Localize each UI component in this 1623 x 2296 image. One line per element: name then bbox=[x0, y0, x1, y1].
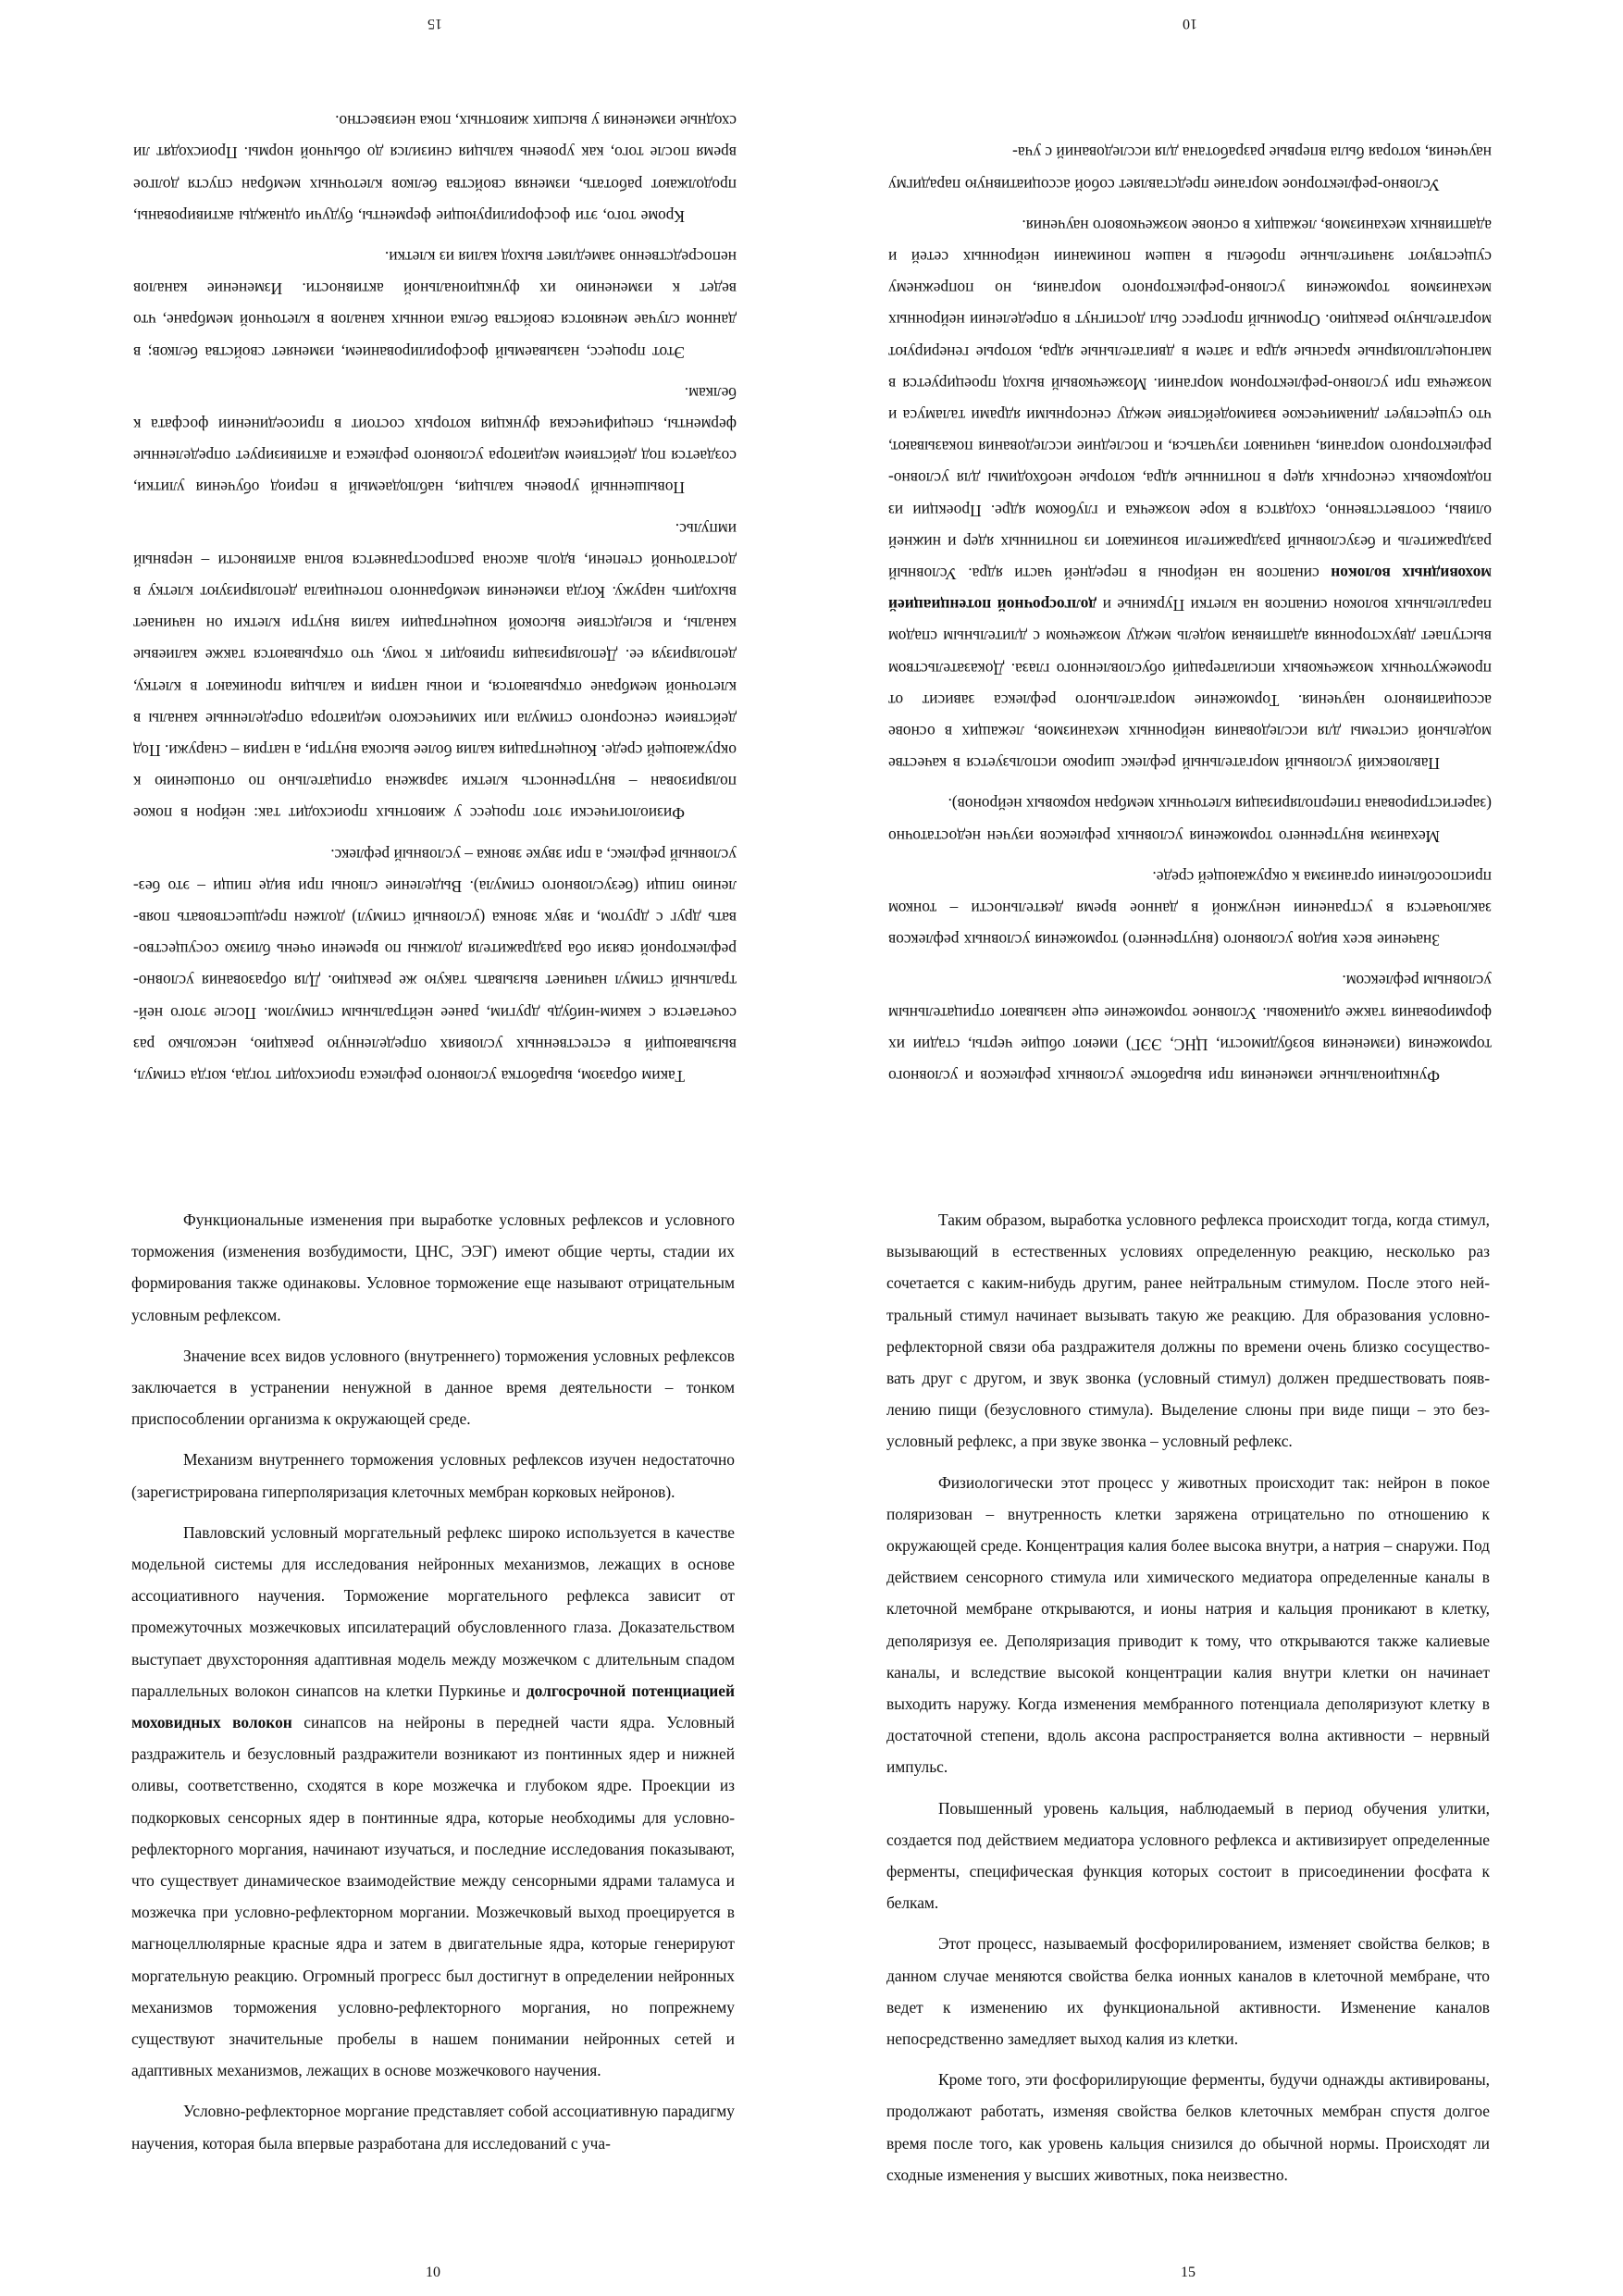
paragraph: Функциональные изменения при выработке условных рефлексов и условного торможения (изменения возбудимости, ЦНС, ЭЭГ) имеют общие черты, стадии их формирования также одинаковы. Условное торможение еще называют отрицательным условным рефлексом. bbox=[131, 1210, 735, 1324]
page-10-text bbox=[888, 137, 1492, 1092]
paragraph: Физиологически этот процесс у животных происходит так: нейрон в покое поляризован – внутренность клетки заряжена отрицательно по отношению к окружающей среде. Концентрация калия более высока внутри, а натрия – снаружи. Под действием сенсорного стимула или химического медиатора определенные каналы в клеточной мембране открываются, и ионы натрия и кальция проникают в клетку, деполяризуя ее. Деполяризация приводит к тому, что открываются также калиевые каналы, и вследствие высокой концентрации калия внутри клетки он начинает выходить наружу. Когда изменения мембранного потенциала деполяризуют клетку в достаточной степени, вдоль аксона распространяется волна активности – нервный импульс. bbox=[133, 519, 737, 824]
page-number: 10 bbox=[426, 2265, 440, 2280]
bold-term: долгосрочной потенциацией моховидных волокон bbox=[888, 564, 1492, 615]
paragraph: Условно-рефлекторное моргание представляет собой ассоциативную парадигму научения, которая была впервые разработана для исследований с уча- bbox=[131, 2102, 735, 2153]
paragraph: Значение всех видов условного (внутреннего) торможения условных рефлексов заключается в устранении ненужной в данное время деятельности – тонком приспособлении организма к окружающей среде. bbox=[888, 867, 1492, 950]
upright-spread bbox=[0, 1148, 1623, 2296]
paragraph: Этот процесс, называемый фосфорилированием, изменяет свойства белков; в данном случае меняются свойства белка ионных каналов в клеточной мембране, что ведет к изменению их функциональной активности. Изменение каналов непосредственно замедляет выход калия из клетки. bbox=[133, 247, 737, 362]
paragraph: Повышенный уровень кальция, наблюдаемый в период обучения улитки, создается под действием медиатора условного рефлекса и активизирует определенные ферменты, специфическая функция которых состоит в присоединении фосфата к белкам. bbox=[886, 1798, 1490, 1913]
paragraph: Механизм внутреннего торможения условных рефлексов изучен недостаточно (зарегистрирована гиперполяризация клеточных мембран корковых нейронов). bbox=[131, 1450, 735, 1501]
bold-term: долгосрочной потенциацией моховидных волокон bbox=[131, 1681, 735, 1732]
paragraph: Условно-рефлекторное моргание представляет собой ассоциативную парадигму научения, которая была впервые разработана для исследований с уча- bbox=[888, 143, 1492, 194]
page-10 bbox=[131, 1204, 735, 2280]
page-10-rotated bbox=[888, 16, 1492, 1092]
page-15 bbox=[886, 1204, 1490, 2280]
page-number: 15 bbox=[427, 16, 442, 31]
paragraph: Кроме того, эти фосфорилирующие ферменты, будучи однажды активированы, продолжают работать, изменяя свойства белков клеточных мембран спустя долгое время после того, как уровень кальция снизился до обычной нормы. Происходят ли сходные изменения у высших животных, пока неизвестно. bbox=[886, 2070, 1490, 2184]
paragraph: Функциональные изменения при выработке условных рефлексов и условного торможения (изменения возбудимости, ЦНС, ЭЭГ) имеют общие черты, стадии их формирования также одинаковы. Условное торможение еще называют отрицательным условным рефлексом. bbox=[888, 972, 1492, 1086]
paragraph: Павловский условный моргательный рефлекс широко используется в качестве модельной системы для исследования нейронных механизмов, лежащих в основе ассоциативного научения. Торможение моргательного рефлекса зависит от промежуточных мозжечковых ипсилатераций обусловленного глаза. Доказательством выступает двухсторонняя адаптивная модель между мозжечком с длительным спадом параллельных волокон синапсов на клетки Пуркинье и долгосрочной потенциацией моховидных волокон синапсов на нейроны в передней части ядра. Условный раздражитель и безусловный раздражители возникают из понтинных ядер и нижней оливы, соответственно, сходятся в коре мозжечка и глубоком ядре. Проекции из подкорковых сенсорных ядер в понтинные ядра, которые необходимы для условно-рефлекторного моргания, начинают изучаться, и последние исследования показывают, что существует динамическое взаимодействие между сенсорными ядрами таламуса и мозжечка при условно-рефлекторном моргании. Мозжечковый выход проецируется в магноцеллюлярные красные ядра и затем в двигательные ядра, которые генерируют моргательную реакцию. Огромный прогресс был достигнут в определении нейронных механизмов торможения условно-рефлекторного моргания, но попрежнему существуют значительные пробелы в нашем понимании нейронных сетей и адаптивных механизмов, лежащих в основе мозжечкового научения. bbox=[888, 216, 1492, 774]
paragraph: Кроме того, эти фосфорилирующие ферменты, будучи однажды активированы, продолжают работать, изменяя свойства белков клеточных мембран спустя долгое время после того, как уровень кальция снизился до обычной нормы. Происходят ли сходные изменения у высших животных, пока неизвестно. bbox=[133, 112, 737, 226]
paragraph: Повышенный уровень кальция, наблюдаемый в период обучения улитки, создается под действием медиатора условного рефлекса и активизирует определенные ферменты, специфическая функция которых состоит в присоединении фосфата к белкам. bbox=[133, 383, 737, 498]
paragraph: Физиологически этот процесс у животных происходит так: нейрон в покое поляризован – внутренность клетки заряжена отрицательно по отношению к окружающей среде. Концентрация калия более высока внутри, а натрия – снаружи. Под действием сенсорного стимула или химического медиатора определенные каналы в клеточной мембране открываются, и ионы натрия и кальция проникают в клетку, деполяризуя ее. Деполяризация приводит к тому, что открываются также калиевые каналы, и вследствие высокой концентрации калия внутри клетки он начинает выходить наружу. Когда изменения мембранного потенциала деполяризуют клетку в достаточной степени, вдоль аксона распространяется волна активности – нервный импульс. bbox=[886, 1472, 1490, 1777]
paragraph: Механизм внутреннего торможения условных рефлексов изучен недостаточно (зарегистрирована гиперполяризация клеточных мембран корковых нейронов). bbox=[888, 795, 1492, 846]
page-10-text bbox=[131, 1204, 735, 2159]
paragraph: Этот процесс, называемый фосфорилированием, изменяет свойства белков; в данном случае меняются свойства белка ионных каналов в клеточной мембране, что ведет к изменению их функциональной активности. Изменение каналов непосредственно замедляет выход калия из клетки. bbox=[886, 1934, 1490, 2049]
paragraph: Таким образом, выработка условного рефлекса происходит тогда, когда стимул, вызывающий в естественных условиях определенную реакцию, несколько раз сочетается с каким-нибудь другим, ранее нейтральным стимулом. После этого нейтральный стимул начинает вызывать такую же реакцию. Для образования условнорефлекторной связи оба раздражителя должны по времени очень близко сосуществовать друг с другом, и звук звонка (условный стимул) должен предшествовать появлению пищи (безусловного стимула). Выделение слюны при виде пищи – это безусловный рефлекс, а при звуке звонка – условный рефлекс. bbox=[133, 845, 737, 1086]
page-15-text bbox=[886, 1204, 1490, 2191]
paragraph: Значение всех видов условного (внутреннего) торможения условных рефлексов заключается в устранении ненужной в данное время деятельности – тонком приспособлении организма к окружающей среде. bbox=[131, 1346, 735, 1429]
page-number: 10 bbox=[1183, 16, 1197, 31]
paragraph: Таким образом, выработка условного рефлекса происходит тогда, когда стимул, вызывающий в естественных условиях определенную реакцию, несколько раз сочетается с каким-нибудь другим, ранее нейтральным стимулом. После этого нейтральный стимул начинает вызывать такую же реакцию. Для образования условнорефлекторной связи оба раздражителя должны по времени очень близко сосуществовать друг с другом, и звук звонка (условный стимул) должен предшествовать появлению пищи (безусловного стимула). Выделение слюны при виде пищи – это безусловный рефлекс, а при звуке звонка – условный рефлекс. bbox=[886, 1210, 1490, 1451]
paragraph: Павловский условный моргательный рефлекс широко используется в качестве модельной системы для исследования нейронных механизмов, лежащих в основе ассоциативного научения. Торможение моргательного рефлекса зависит от промежуточных мозжечковых ипсилатераций обусловленного глаза. Доказательством выступает двухсторонняя адаптивная модель между мозжечком с длительным спадом параллельных волокон синапсов на клетки Пуркинье и долгосрочной потенциацией моховидных волокон синапсов на нейроны в передней части ядра. Условный раздражитель и безусловный раздражители возникают из понтинных ядер и нижней оливы, соответственно, сходятся в коре мозжечка и глубоком ядре. Проекции из подкорковых сенсорных ядер в понтинные ядра, которые необходимы для условно-рефлекторного моргания, начинают изучаться, и последние исследования показывают, что существует динамическое взаимодействие между сенсорными ядрами таламуса и мозжечка при условно-рефлекторном моргании. Мозжечковый выход проецируется в магноцеллюлярные красные ядра и затем в двигательные ядра, которые генерируют моргательную реакцию. Огромный прогресс был достигнут в определении нейронных механизмов торможения условно-рефлекторного моргания, но попрежнему существуют значительные пробелы в нашем понимании нейронных сетей и адаптивных механизмов, лежащих в основе мозжечкового научения. bbox=[131, 1522, 735, 2080]
page-number: 15 bbox=[1181, 2265, 1196, 2280]
page-15-rotated bbox=[133, 16, 737, 1092]
page-15-text bbox=[133, 105, 737, 1092]
